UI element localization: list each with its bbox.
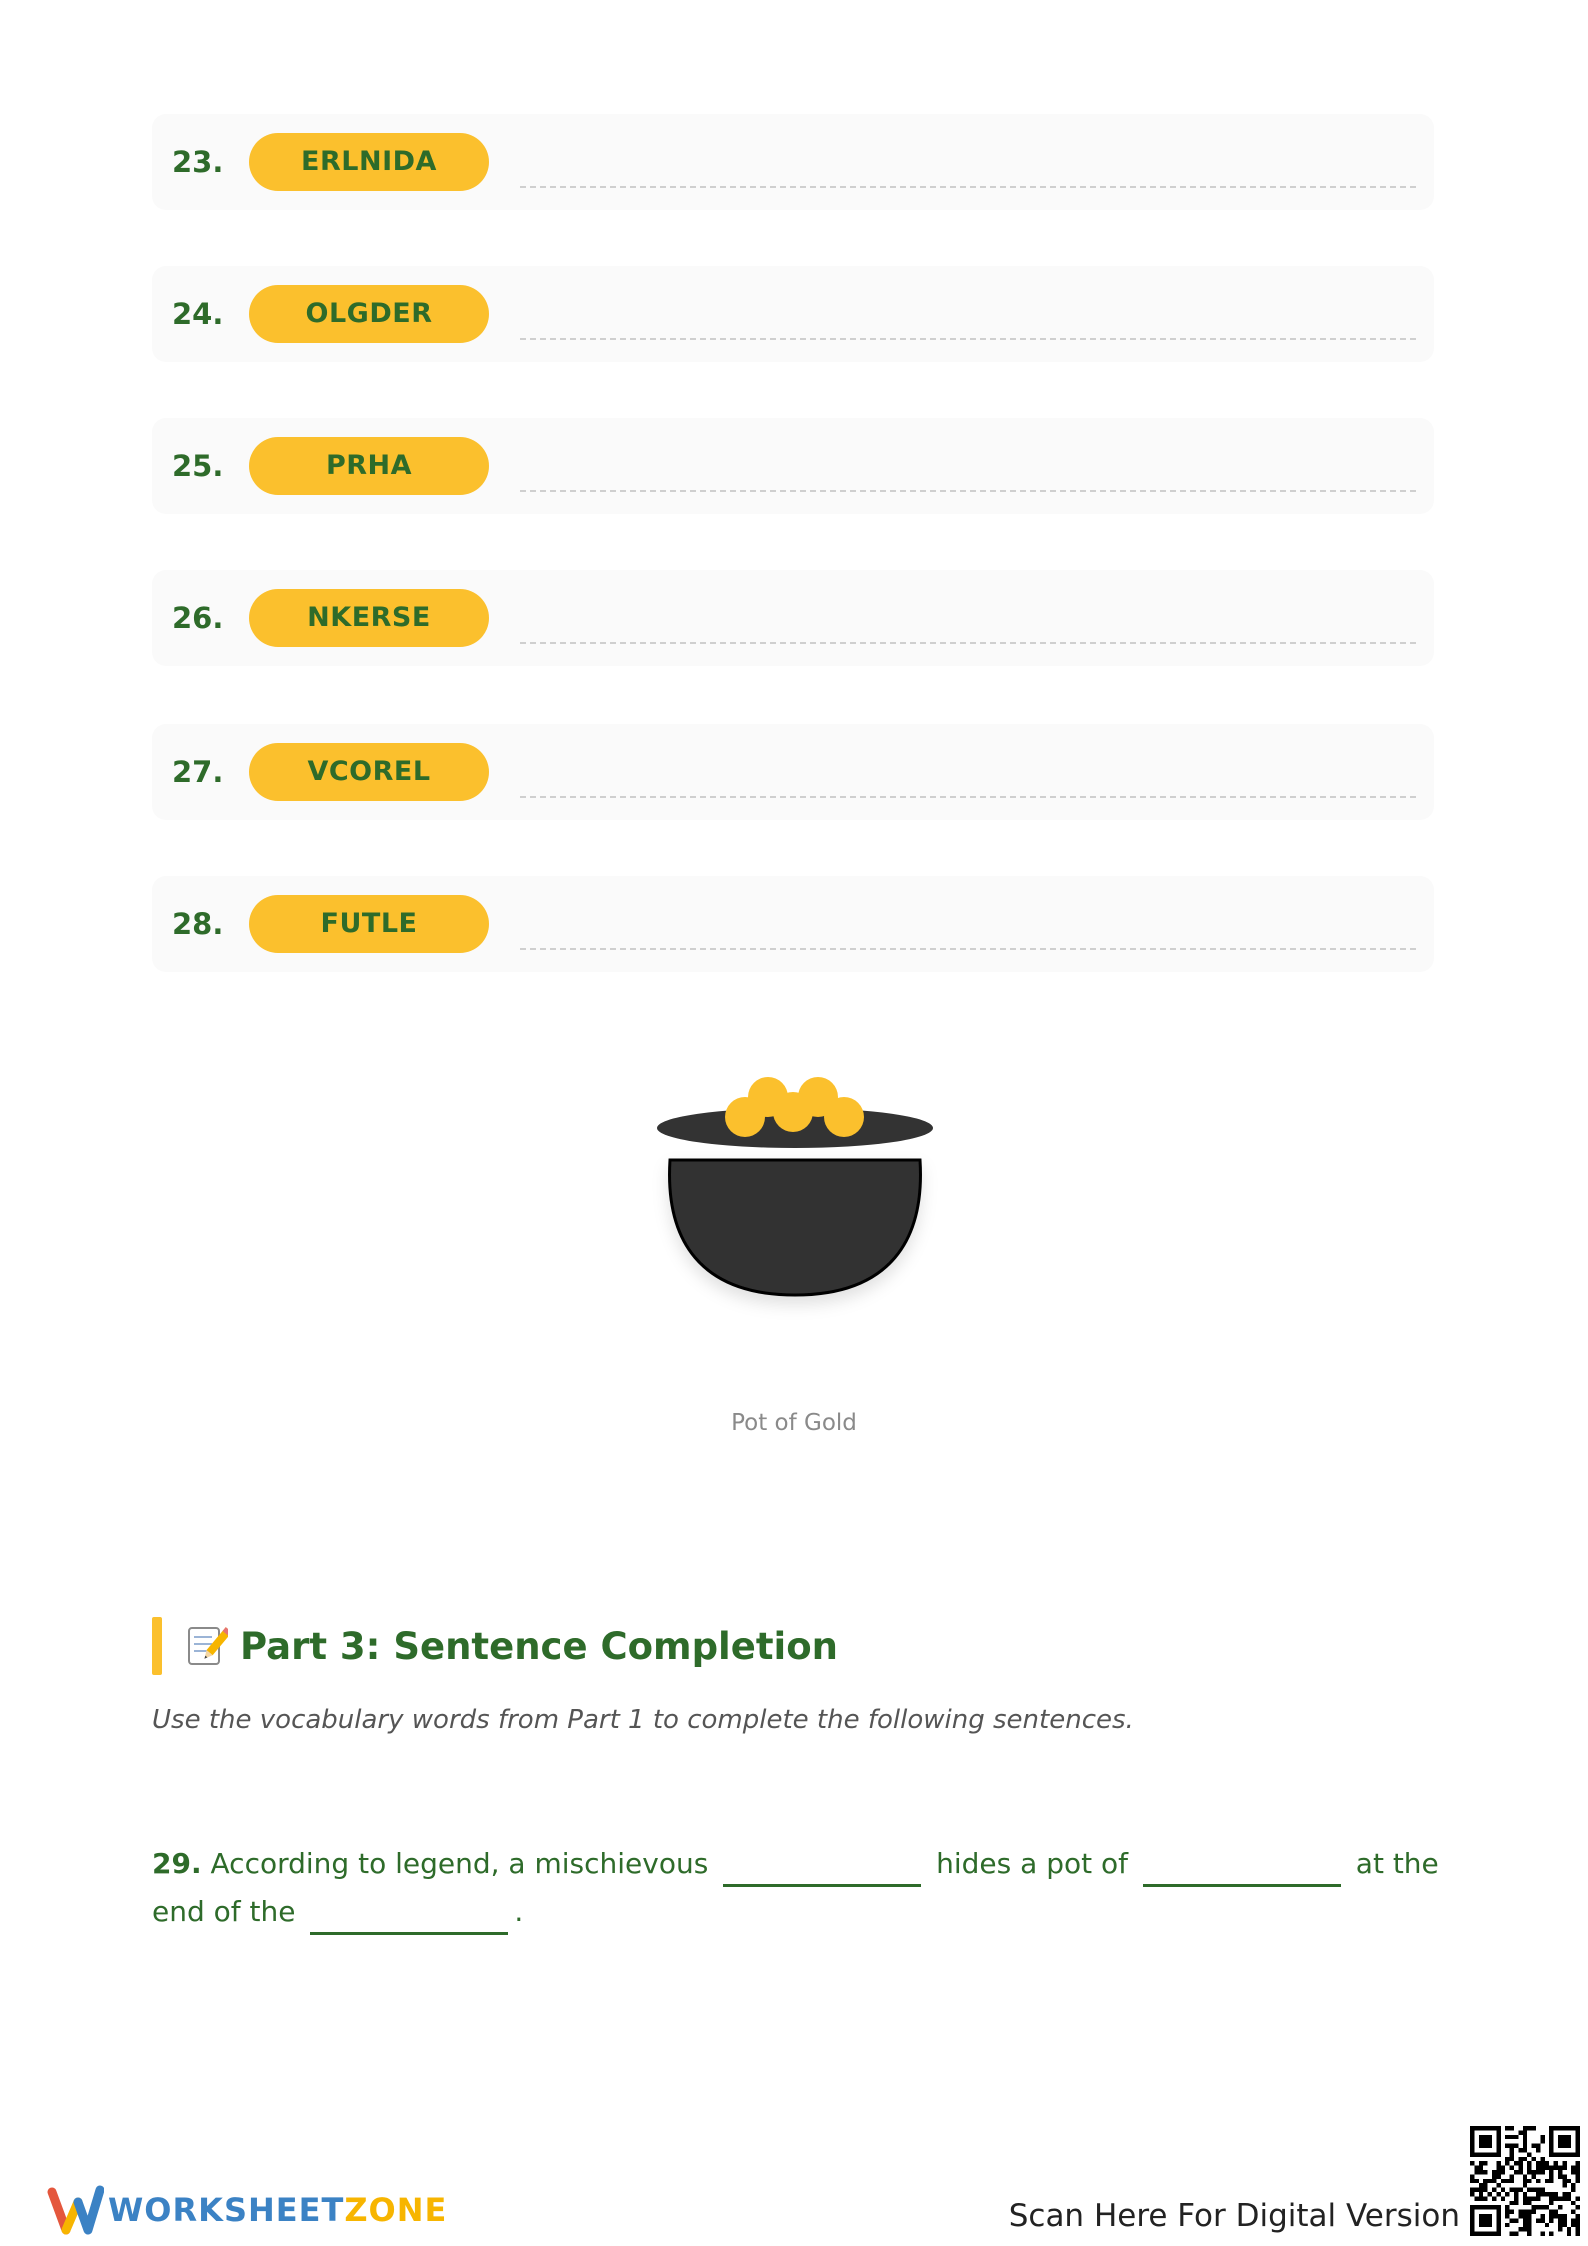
question-number: 23.: [172, 145, 224, 179]
scrambled-word: VCOREL: [249, 743, 489, 801]
answer-line[interactable]: [520, 186, 1416, 188]
answer-line[interactable]: [520, 338, 1416, 340]
section-heading: [186, 1620, 838, 1674]
question-number: 26.: [172, 601, 224, 635]
scramble-row: [152, 570, 1434, 666]
section-accent-bar: [152, 1617, 162, 1675]
brand-name: [108, 2188, 447, 2232]
sentence-text: at the end of the: [152, 1847, 1439, 1928]
scramble-row: [152, 724, 1434, 820]
brand-first: WORKSHEET: [108, 2191, 345, 2229]
section-title-text: Part 3: Sentence Completion: [240, 1625, 838, 1668]
scrambled-word: PRHA: [249, 437, 489, 495]
sentence-text: hides a pot of: [936, 1847, 1128, 1880]
scramble-row: [152, 418, 1434, 514]
answer-blank[interactable]: [1143, 1850, 1341, 1887]
image-caption: Pot of Gold: [731, 1410, 857, 1436]
instructions-text: Use the vocabulary words from Part 1 to complete the following sentences.: [152, 1705, 1134, 1735]
answer-blank[interactable]: [310, 1898, 508, 1935]
brand-second: ZONE: [344, 2191, 448, 2229]
answer-blank[interactable]: [723, 1850, 921, 1887]
question-number: 27.: [172, 755, 224, 789]
answer-line[interactable]: [520, 796, 1416, 798]
pot-body: [670, 1160, 921, 1295]
gold-coin: [824, 1097, 864, 1137]
scrambled-word: NKERSE: [249, 589, 489, 647]
question-number: 29.: [152, 1847, 202, 1880]
scrambled-word: ERLNIDA: [249, 133, 489, 191]
question-number: 25.: [172, 449, 224, 483]
scramble-row: [152, 114, 1434, 210]
question-number: 28.: [172, 907, 224, 941]
worksheetzone-logo-icon: [46, 2180, 104, 2238]
answer-line[interactable]: [520, 642, 1416, 644]
scrambled-word: FUTLE: [249, 895, 489, 953]
memo-pencil-icon: [186, 1623, 228, 1667]
sentence-text: .: [514, 1895, 524, 1928]
qr-code-icon[interactable]: [1470, 2126, 1580, 2236]
scramble-row: [152, 266, 1434, 362]
scan-text: Scan Here For Digital Version: [1008, 2198, 1460, 2234]
answer-line[interactable]: [520, 948, 1416, 950]
pot-of-gold-image: [640, 1060, 950, 1320]
scrambled-word: OLGDER: [249, 285, 489, 343]
sentence-question: [152, 1840, 1442, 1936]
question-number: 24.: [172, 297, 224, 331]
answer-line[interactable]: [520, 490, 1416, 492]
sentence-text: According to legend, a mischievous: [210, 1847, 709, 1880]
gold-coin: [725, 1097, 765, 1137]
gold-coin: [773, 1092, 813, 1132]
scramble-row: [152, 876, 1434, 972]
